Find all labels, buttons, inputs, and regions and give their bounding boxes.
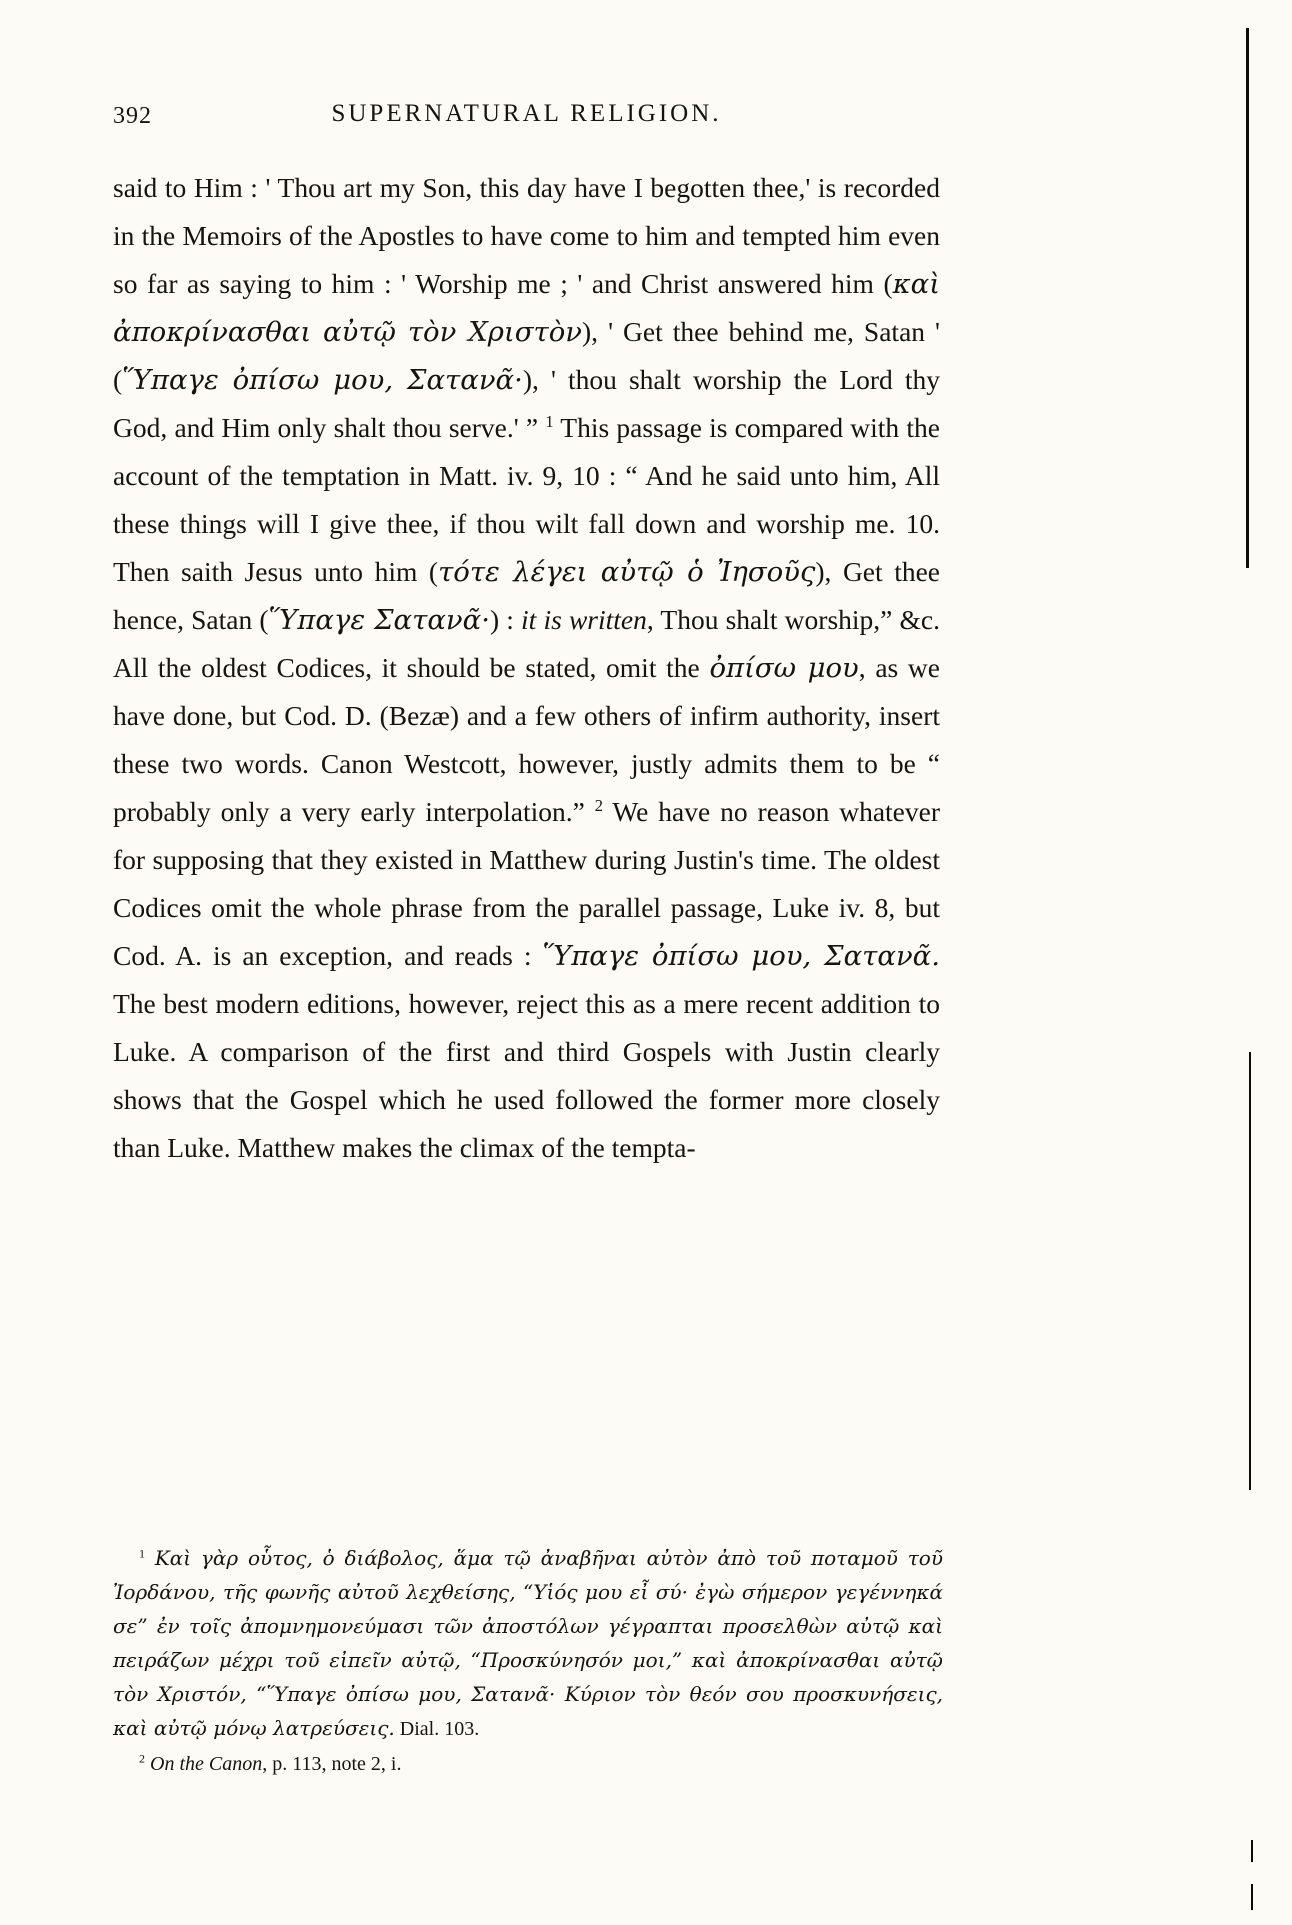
scan-artifact-line xyxy=(1249,1052,1251,1490)
scan-artifact-dash xyxy=(1251,1884,1253,1910)
body-paragraph: said to Him : ' Thou art my Son, this day have I begotten thee,' is recorded in the Memoirs of the Apostles to have come to him and tempted him even so far as saying to him : ' Worship me ; ' and Christ answered him (καὶ ἀποκρίνασθαι αὐτῷ τὸν Χριστὸν), ' Get thee behind me, Satan ' (Ὕπαγε ὀπίσω μου, Σατανᾶ·), ' thou shalt worship the Lord thy God, and Him only shalt thou serve.' ” $^1$ This passage is compared with the account of the temptation in Matt. iv. 9, 10 : “ And he said unto him, All these things will I give thee, if thou wilt fall down and worship me. 10. Then saith Jesus unto him (τότε λέγει αὐτῷ ὁ Ἰησοῦς), Get thee hence, Satan (Ὕπαγε Σατανᾶ·) : it is written, Thou shalt worship,” &c. All the oldest Codices, it should be stated, omit the ὀπίσω μου, as we have done, but Cod. D. (Bezæ) and a few others of infirm authority, insert these two words. Canon Westcott, however, justly admits them to be “ probably only a very early interpolation.” $^2$ We have no reason whatever for supposing that they existed in Matthew during Justin's time. The oldest Codices omit the whole phrase from the parallel passage, Luke iv. 8, but Cod. A. is an exception, and reads : Ὕπαγε ὀπίσω μου, Σατανᾶ. The best modern editions, however, reject this as a mere recent addition to Luke. A comparison of the first and third Gospels with Justin clearly shows that the Gospel which he used followed the former more closely than Luke. Matthew makes the climax of the tempta- xyxy=(113,172,941,1163)
footnote-2: $^2$ On the Canon, p. 113, note 2, i. xyxy=(139,1751,402,1775)
scan-artifact-dash xyxy=(1251,1840,1253,1862)
footnotes-section xyxy=(113,1542,943,1781)
footnote-1: $^1$ Καὶ γὰρ οὗτος, ὁ διάβολος, ἅμα τῷ ἀναβῆναι αὐτὸν ἀπὸ τοῦ ποταμοῦ τοῦ Ἰορδάνου, τῆς φωνῆς αὐτοῦ λεχθείσης, “Υἱός μου εἶ σύ· ἐγὼ σήμερον γεγέννηκά σε” ἐν τοῖς ἀπομνημονεύμασι τῶν ἀποστόλων γέγραπται προσελθὼν αὐτῷ καὶ πειράζων μέχρι τοῦ εἰπεῖν αὐτῷ, “Προσκύνησόν μοι,” καὶ ἀποκρίνασθαι αὐτῷ τὸν Χριστόν, “Ὕπαγε ὀπίσω μου, Σατανᾶ· Κύριον τὸν θεόν σου προσκυνήσεις, καὶ αὐτῷ μόνῳ λατρεύσεις. Dial. 103. xyxy=(113,1546,943,1740)
scan-artifact-line xyxy=(1246,28,1249,568)
page-header xyxy=(113,100,940,134)
running-title: SUPERNATURAL RELIGION. xyxy=(331,100,722,127)
body-text-block xyxy=(113,164,940,1172)
page-number: 392 xyxy=(113,103,152,129)
